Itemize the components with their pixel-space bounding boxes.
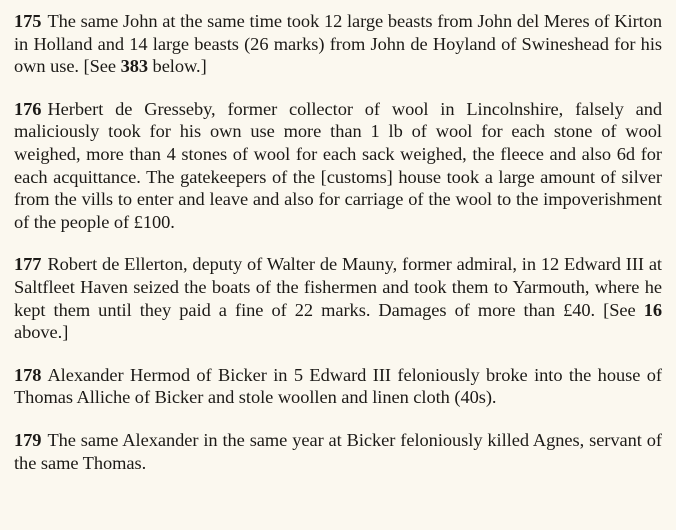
entry-179 (14, 429, 662, 474)
entry-176 (14, 98, 662, 234)
entry-number: 175 (14, 11, 42, 31)
entry-175 (14, 10, 662, 78)
entry-text: The same John at the same time took 12 large beasts from John del Meres of Kirton in Holland and 14 large beasts (26 marks) from John de Hoyland of Swineshead for his own use. [See (14, 11, 662, 77)
entry-number: 176 (14, 98, 42, 119)
entry-177 (14, 253, 662, 343)
entry-text: The same Alexander in the same year at Bicker feloniously killed Agnes, servant of the same Thomas. (14, 429, 662, 473)
entry-text-tail: above.] (14, 322, 69, 343)
entry-text: Herbert de Gresseby, former collector of wool in Lincolnshire, falsely and maliciously took for his own use more than 1 lb of wool for each stone of wool weighed, more than 4 stones of wool for each sack weighed, the fleece and also 6d for each acquittance. The gatekeepers of the [customs] house took a large amount of silver from the vills to enter and leave and also for carriage of the wool to the impoverishment of the people of £100. (14, 98, 662, 232)
entry-178 (14, 364, 662, 409)
entry-text: Robert de Ellerton, deputy of Walter de Mauny, former admiral, in 12 Edward III at Saltfleet Haven seized the boats of the fishermen and took them to Yarmouth, where he kept them until they paid a fine of 22 marks. Damages of more than £40. [See (14, 254, 662, 320)
cross-reference: 16 (643, 299, 662, 320)
entry-number: 177 (14, 254, 42, 275)
entry-text-tail: below.] (148, 56, 207, 77)
entry-number: 179 (14, 429, 42, 450)
cross-reference: 383 (120, 56, 148, 77)
entry-text: Alexander Hermod of Bicker in 5 Edward III feloniously broke into the house of Thomas Alliche of Bicker and stole woollen and linen cloth (40s). (14, 364, 662, 408)
entry-number: 178 (14, 364, 42, 385)
